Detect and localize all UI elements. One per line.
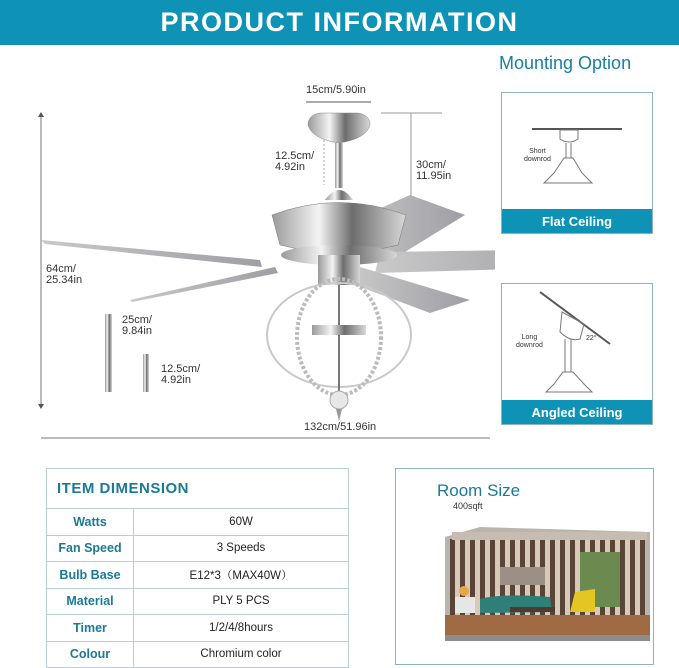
total-height-line2: 25.34in bbox=[46, 274, 83, 286]
long-rod-line2: 9.84in bbox=[122, 325, 152, 337]
room-size-value: 400sqft bbox=[453, 501, 483, 511]
long-rod-label bbox=[122, 315, 152, 337]
flat-ceiling-card bbox=[501, 92, 653, 234]
top-height-line2: 11.95in bbox=[416, 170, 452, 182]
short-rod-line1: 12.5cm/ bbox=[161, 363, 201, 375]
top-height-label bbox=[416, 160, 451, 182]
top-height-line1: 30cm/ bbox=[416, 159, 446, 171]
row-value: 3 Speeds bbox=[134, 535, 349, 562]
item-dimension-table bbox=[46, 468, 349, 668]
flat-note bbox=[524, 148, 551, 164]
fan-diagram bbox=[0, 45, 495, 445]
page-title: PRODUCT INFORMATION bbox=[160, 7, 519, 37]
room-illustration bbox=[440, 527, 655, 652]
table-row bbox=[47, 509, 349, 536]
table-row bbox=[47, 641, 349, 668]
angled-ceiling-card bbox=[501, 283, 653, 425]
flat-note-line2: downrod bbox=[524, 156, 551, 163]
row-key: Watts bbox=[47, 509, 134, 536]
downrod-dim-line1: 12.5cm/ bbox=[275, 150, 315, 162]
short-rod-line2: 4.92in bbox=[161, 374, 191, 386]
downrod-dim-label bbox=[275, 151, 314, 173]
table-row bbox=[47, 562, 349, 589]
room-size-title: Room Size bbox=[437, 481, 521, 500]
angled-ceiling-label: Angled Ceiling bbox=[502, 400, 652, 424]
canopy-width-label: 15cm/5.90in bbox=[306, 84, 366, 96]
room-size-card bbox=[395, 468, 654, 665]
item-dimension-title: ITEM DIMENSION bbox=[47, 469, 349, 509]
table-row bbox=[47, 615, 349, 642]
flat-ceiling-label: Flat Ceiling bbox=[502, 209, 652, 233]
span-label: 132cm/51.96in bbox=[304, 421, 377, 433]
row-key: Colour bbox=[47, 641, 134, 668]
row-key: Material bbox=[47, 588, 134, 615]
row-value: E12*3（MAX40W） bbox=[134, 562, 349, 589]
angle-label: 22° bbox=[586, 335, 597, 342]
header-banner bbox=[0, 0, 679, 45]
angled-note-line2: downrod bbox=[516, 342, 543, 349]
row-value: 60W bbox=[134, 509, 349, 536]
table-row bbox=[47, 588, 349, 615]
table-row bbox=[47, 535, 349, 562]
row-key: Timer bbox=[47, 615, 134, 642]
angled-note-line1: Long bbox=[521, 334, 538, 341]
flat-note-line1: Short bbox=[529, 148, 546, 155]
short-rod-label bbox=[161, 364, 200, 386]
total-height-line1: 64cm/ bbox=[46, 263, 76, 275]
row-key: Fan Speed bbox=[47, 535, 134, 562]
angled-note bbox=[516, 334, 543, 350]
row-value: 1/2/4/8hours bbox=[134, 615, 349, 642]
row-value: Chromium color bbox=[134, 641, 349, 668]
mounting-option-title: Mounting Option bbox=[499, 53, 632, 73]
row-value: PLY 5 PCS bbox=[134, 588, 349, 615]
row-key: Bulb Base bbox=[47, 562, 134, 589]
downrod-dim-line2: 4.92in bbox=[275, 161, 305, 173]
long-rod-line1: 25cm/ bbox=[122, 314, 152, 326]
total-height-label bbox=[46, 264, 82, 286]
